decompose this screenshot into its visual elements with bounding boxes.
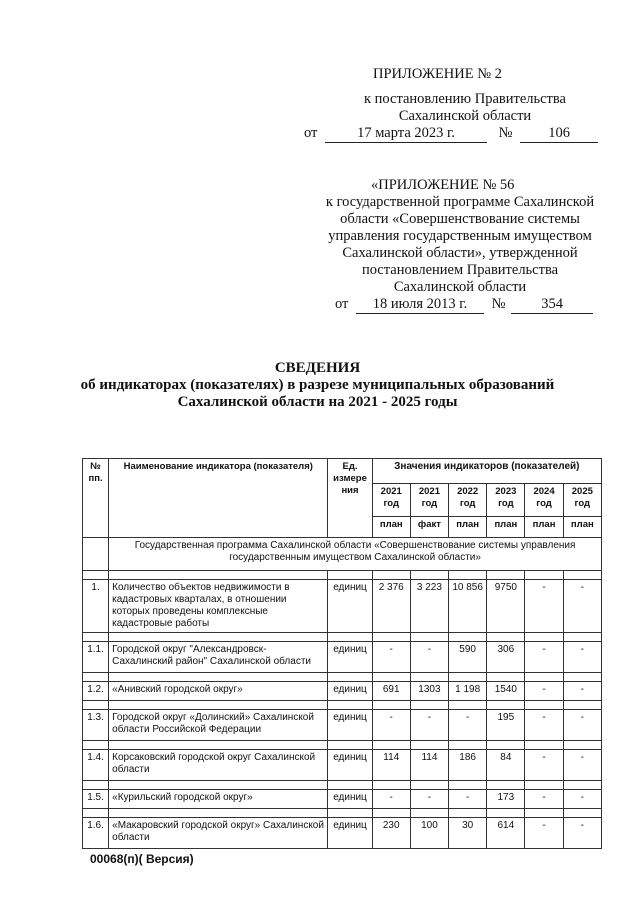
row-value: 230: [372, 818, 410, 849]
row-value: 84: [487, 750, 525, 781]
row-value: -: [525, 580, 563, 633]
header-type-5: план: [563, 517, 601, 538]
annex2-title: ПРИЛОЖЕНИЕ № 2: [373, 66, 502, 82]
row-unit: единиц: [328, 790, 372, 809]
row-value: 114: [410, 750, 448, 781]
table-row: [83, 580, 602, 633]
row-num: 1.3.: [83, 710, 109, 741]
annex56-line-2: управления государственным имуществом: [328, 228, 592, 244]
row-num: 1.2.: [83, 682, 109, 701]
annex56-line-4: постановлением Правительства: [361, 262, 559, 278]
row-value: -: [372, 790, 410, 809]
row-value: -: [525, 750, 563, 781]
row-name: Городской округ «Долинский» Сахалинской области Российской Федерации: [109, 710, 328, 741]
row-value: -: [410, 642, 448, 673]
annex56-no-label: №: [491, 296, 506, 312]
header-type-3: план: [487, 517, 525, 538]
row-value: -: [525, 682, 563, 701]
header-year-0: 2021 год: [372, 483, 410, 517]
row-value: -: [372, 710, 410, 741]
row-value: -: [449, 710, 487, 741]
table-row: [83, 790, 602, 809]
row-value: 114: [372, 750, 410, 781]
row-value: 195: [487, 710, 525, 741]
program-title: Государственная программа Сахалинской области «Совершенствование системы управления государственным имуществом Сахалинской области»: [109, 538, 602, 571]
row-value: 186: [449, 750, 487, 781]
annex56-date: 18 июля 2013 г.: [356, 296, 484, 314]
row-name: Количество объектов недвижимости в кадастровых кварталах, в отношении которых проведены комплексные кадастровые работы: [109, 580, 328, 633]
header-values: Значения индикаторов (показателей): [372, 459, 601, 484]
document-subtitle-1: об индикаторах (показателях) в разрезе муниципальных образований: [80, 377, 555, 393]
annex56-from-label: от: [335, 296, 349, 312]
header-row-1: [83, 459, 602, 484]
row-num: 1.5.: [83, 790, 109, 809]
row-num: 1.4.: [83, 750, 109, 781]
row-unit: единиц: [328, 682, 372, 701]
annex2-line2: Сахалинской области: [398, 108, 532, 124]
row-name: «Анивский городской округ»: [109, 682, 328, 701]
row-value: -: [525, 818, 563, 849]
header-num: № пп.: [83, 459, 109, 538]
indicators-table: [82, 458, 602, 849]
row-value: -: [563, 642, 601, 673]
row-value: -: [372, 642, 410, 673]
header-type-4: план: [525, 517, 563, 538]
table-row: [83, 750, 602, 781]
row-value: 10 856: [449, 580, 487, 633]
row-unit: единиц: [328, 580, 372, 633]
table-row: [83, 710, 602, 741]
row-name: Городской округ "Александровск-Сахалинский район" Сахалинской области: [109, 642, 328, 673]
row-unit: единиц: [328, 750, 372, 781]
row-value: -: [525, 710, 563, 741]
row-value: -: [525, 642, 563, 673]
table-row: [83, 642, 602, 673]
header-year-4: 2024 год: [525, 483, 563, 517]
header-year-1: 2021 год: [410, 483, 448, 517]
annex56-line-0: к государственной программе Сахалинской: [325, 194, 595, 210]
header-type-2: план: [449, 517, 487, 538]
annex2-date-line: [304, 125, 598, 143]
annex2-number: 106: [520, 125, 598, 143]
header-unit: Ед. измере ния: [328, 459, 372, 538]
row-value: -: [563, 682, 601, 701]
program-row: [83, 538, 602, 571]
row-value: 691: [372, 682, 410, 701]
row-value: 100: [410, 818, 448, 849]
row-value: 2 376: [372, 580, 410, 633]
row-value: -: [410, 710, 448, 741]
row-value: 1540: [487, 682, 525, 701]
table-row: [83, 682, 602, 701]
annex56-title: «ПРИЛОЖЕНИЕ № 56: [371, 177, 515, 193]
row-value: 306: [487, 642, 525, 673]
row-value: 173: [487, 790, 525, 809]
row-value: -: [525, 790, 563, 809]
document-subtitle-2: Сахалинской области на 2021 - 2025 годы: [177, 394, 458, 410]
annex2-date: 17 марта 2023 г.: [325, 125, 487, 143]
annex56-number: 354: [511, 296, 593, 314]
row-value: -: [449, 790, 487, 809]
row-value: 3 223: [410, 580, 448, 633]
row-value: -: [563, 710, 601, 741]
row-value: 1303: [410, 682, 448, 701]
table-row: [83, 818, 602, 849]
header-year-3: 2023 год: [487, 483, 525, 517]
annex56-line-1: области «Совершенствование системы: [340, 211, 580, 227]
annex2-no-label: №: [498, 125, 513, 141]
row-name: «Макаровский городской округ» Сахалинской области: [109, 818, 328, 849]
row-value: -: [410, 790, 448, 809]
row-unit: единиц: [328, 710, 372, 741]
annex56-line-3: Сахалинской области», утвержденной: [342, 245, 578, 261]
row-name: «Курильский городской округ»: [109, 790, 328, 809]
row-value: -: [563, 818, 601, 849]
annex56-line-5: Сахалинской области: [393, 279, 527, 295]
annex56-date-line: [335, 296, 593, 314]
row-value: 590: [449, 642, 487, 673]
header-type-1: факт: [410, 517, 448, 538]
header-type-0: план: [372, 517, 410, 538]
row-unit: единиц: [328, 642, 372, 673]
document-title: СВЕДЕНИЯ: [274, 360, 361, 376]
row-value: 9750: [487, 580, 525, 633]
row-unit: единиц: [328, 818, 372, 849]
annex2-line1: к постановлению Правительства: [364, 91, 566, 107]
header-year-5: 2025 год: [563, 483, 601, 517]
row-num: 1.1.: [83, 642, 109, 673]
row-value: -: [563, 750, 601, 781]
header-year-2: 2022 год: [449, 483, 487, 517]
row-value: -: [563, 790, 601, 809]
row-num: 1.: [83, 580, 109, 633]
annex2-from-label: от: [304, 125, 318, 141]
row-value: 30: [449, 818, 487, 849]
row-num: 1.6.: [83, 818, 109, 849]
document-footer: 00068(п)( Версия): [90, 852, 194, 866]
row-value: -: [563, 580, 601, 633]
header-name: Наименование индикатора (показателя): [109, 459, 328, 538]
row-value: 614: [487, 818, 525, 849]
row-value: 1 198: [449, 682, 487, 701]
row-name: Корсаковский городской округ Сахалинской области: [109, 750, 328, 781]
